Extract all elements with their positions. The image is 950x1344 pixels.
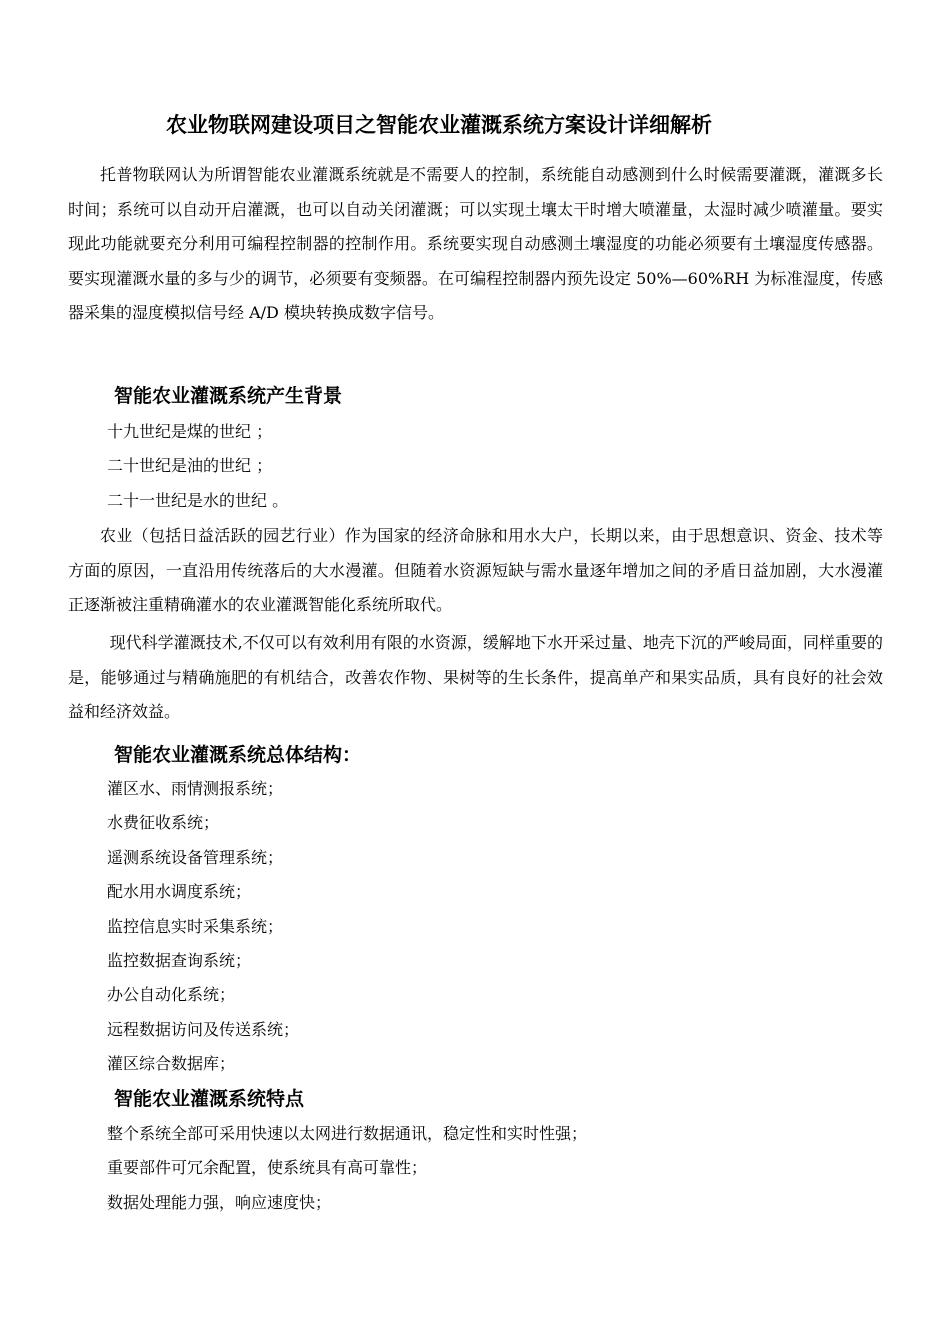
list-item: 重要部件可冗余配置，使系统具有高可靠性； <box>107 1158 428 1178</box>
list-item: 办公自动化系统； <box>107 985 236 1005</box>
background-paragraph-1: 农业（包括日益活跃的园艺行业）作为国家的经济命脉和用水大户，长期以来，由于思想意识、资金、技术等方面的原因，一直沿用传统落后的大水漫灌。但随着水资源短缺与需水量逐年增加之间的矛盾日益加剧，大水漫灌正逐渐被注重精确灌水的农业灌溉智能化系统所取代。 <box>68 526 883 614</box>
list-item: 灌区综合数据库； <box>107 1054 236 1074</box>
list-item: 二十一世纪是水的世纪 。 <box>107 490 289 510</box>
list-item: 配水用水调度系统； <box>107 882 252 902</box>
list-item: 遥测系统设备管理系统； <box>107 847 284 867</box>
background-paragraph-2: 现代科学灌溉技术,不仅可以有效利用有限的水资源，缓解地下水开采过量、地壳下沉的严峻局面，同样重要的是，能够通过与精确施肥的有机结合，改善农作物、果树等的生长条件，提高单产和果实品质，具有良好的社会效益和经济效益。 <box>68 633 883 721</box>
list-item: 远程数据访问及传送系统； <box>107 1019 300 1039</box>
list-item: 二十世纪是油的世纪 ； <box>107 456 273 476</box>
section-heading-structure: 智能农业灌溉系统总体结构： <box>114 744 362 766</box>
list-item: 水费征收系统； <box>107 813 220 833</box>
document-title: 农业物联网建设项目之智能农业灌溉系统方案设计详细解析 <box>166 113 712 137</box>
section-heading-background: 智能农业灌溉系统产生背景 <box>114 385 343 407</box>
list-item: 灌区水、雨情测报系统； <box>107 779 284 798</box>
intro-paragraph: 托普物联网认为所谓智能农业灌溉系统就是不需要人的控制，系统能自动感测到什么时候需要灌溉，灌溉多长时间；系统可以自动开启灌溉，也可以自动关闭灌溉；可以实现土壤太干时增大喷灌量，太湿时减少喷灌量。要实现此功能就要充分利用可编程控制器的控制作用。系统要实现自动感测土壤湿度的功能必须要有土壤湿度传感器。要实现灌溉水量的多与少的调节，必须要有变频器。在可编程控制器内预先设定 50%—60%RH 为标准湿度，传感器采集的湿度模拟信号经 A/D 模块转换成数字信号。 <box>68 165 883 322</box>
list-item: 十九世纪是煤的世纪 ； <box>107 422 273 441</box>
list-item: 监控信息实时采集系统； <box>107 916 284 936</box>
features-list <box>107 1117 887 1220</box>
list-item: 监控数据查询系统； <box>107 951 252 971</box>
background-list <box>107 415 887 518</box>
section-heading-features: 智能农业灌溉系统特点 <box>114 1088 305 1110</box>
list-item: 数据处理能力强，响应速度快； <box>107 1192 332 1212</box>
list-item: 整个系统全部可采用快速以太网进行数据通讯，稳定性和实时性强； <box>107 1124 588 1143</box>
structure-list <box>107 772 887 1082</box>
